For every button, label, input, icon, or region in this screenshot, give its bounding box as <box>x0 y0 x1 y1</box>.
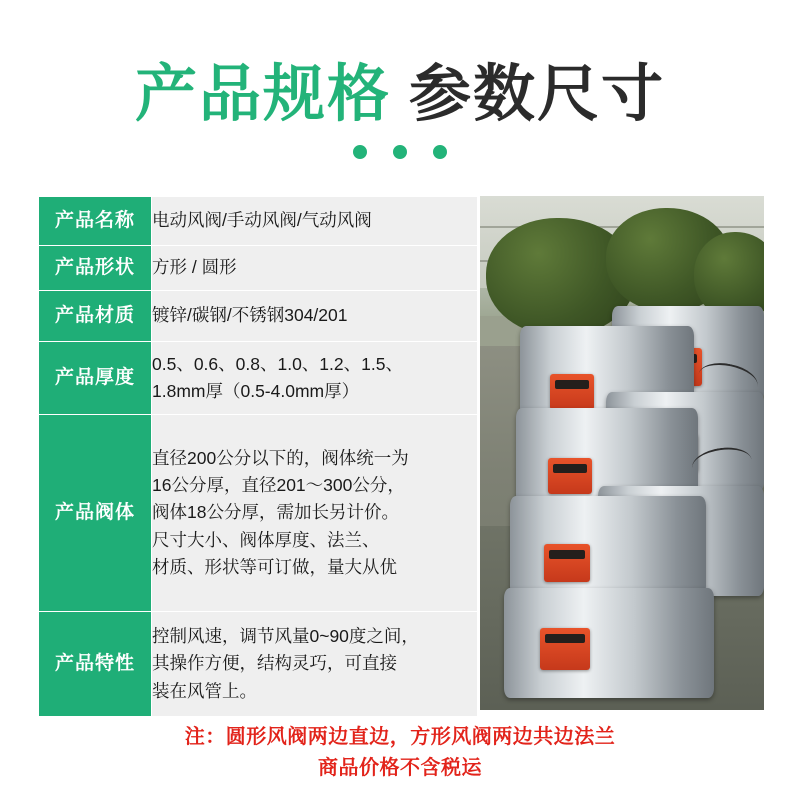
spec-value-product-shape <box>152 246 478 291</box>
spec-content <box>38 196 764 710</box>
spec-value-product-features <box>152 612 478 717</box>
table-row <box>39 415 478 612</box>
spec-label-product-shape: 产品形状 <box>39 246 152 291</box>
spec-value-line: 其操作方便，结构灵巧，可直接 <box>152 653 397 674</box>
damper-actuator <box>540 628 590 670</box>
table-row <box>39 291 478 342</box>
damper-cylinder <box>510 496 706 596</box>
product-photo <box>480 196 764 710</box>
damper-cylinder <box>504 588 714 698</box>
spec-value-product-thickness <box>152 342 478 415</box>
spec-label-product-material: 产品材质 <box>39 291 152 342</box>
spec-value-line: 尺寸大小、阀体厚度、法兰、 <box>152 529 380 550</box>
footer-note <box>0 722 800 784</box>
dot-icon <box>353 145 367 159</box>
dot-icon <box>433 145 447 159</box>
spec-label-product-features: 产品特性 <box>39 612 152 717</box>
spec-table <box>38 196 478 717</box>
spec-label-product-body: 产品阀体 <box>39 415 152 612</box>
page-header <box>0 0 800 185</box>
footer-note-line-1: 注：圆形风阀两边直边，方形风阀两边共边法兰 <box>184 726 616 748</box>
spec-value-line: 控制风速，调节风量0~90度之间， <box>152 626 419 647</box>
table-row <box>39 612 478 717</box>
damper-actuator <box>544 544 590 582</box>
spec-value-line: 镀锌/碳钢/不锈钢304/201 <box>152 305 348 326</box>
spec-value-product-name <box>152 197 478 246</box>
spec-label-product-thickness: 产品厚度 <box>39 342 152 415</box>
spec-value-product-body <box>152 415 478 612</box>
page-title-primary: 产品规格 <box>134 60 391 129</box>
spec-value-line: 方形 / 圆形 <box>152 257 237 278</box>
table-row <box>39 246 478 291</box>
spec-label-product-name: 产品名称 <box>39 197 152 246</box>
spec-value-line: 0.5、0.6、0.8、1.0、1.2、1.5、 <box>152 353 403 374</box>
spec-value-line: 阀体18公分厚，需加长另计价。 <box>152 502 399 523</box>
page-title <box>0 44 800 133</box>
table-row <box>39 197 478 246</box>
decorative-dots <box>0 145 800 159</box>
spec-value-line: 直径200公分以下的，阀体统一为 <box>152 448 409 469</box>
table-row <box>39 342 478 415</box>
spec-value-line: 装在风管上。 <box>152 680 257 701</box>
spec-value-line: 16公分厚，直径201～300公分， <box>152 475 405 496</box>
spec-value-product-material <box>152 291 478 342</box>
spec-value-line: 1.8mm厚（0.5-4.0mm厚） <box>152 381 360 401</box>
spec-value-line: 材质、形状等可订做，量大从优 <box>152 556 397 577</box>
footer-note-line-2: 商品价格不含税运 <box>318 757 482 779</box>
spec-value-line: 电动风阀/手动风阀/气动风阀 <box>152 210 372 231</box>
damper-actuator <box>548 458 592 494</box>
damper-actuator <box>550 374 594 410</box>
page-title-secondary: 参数尺寸 <box>409 60 666 129</box>
dot-icon <box>393 145 407 159</box>
